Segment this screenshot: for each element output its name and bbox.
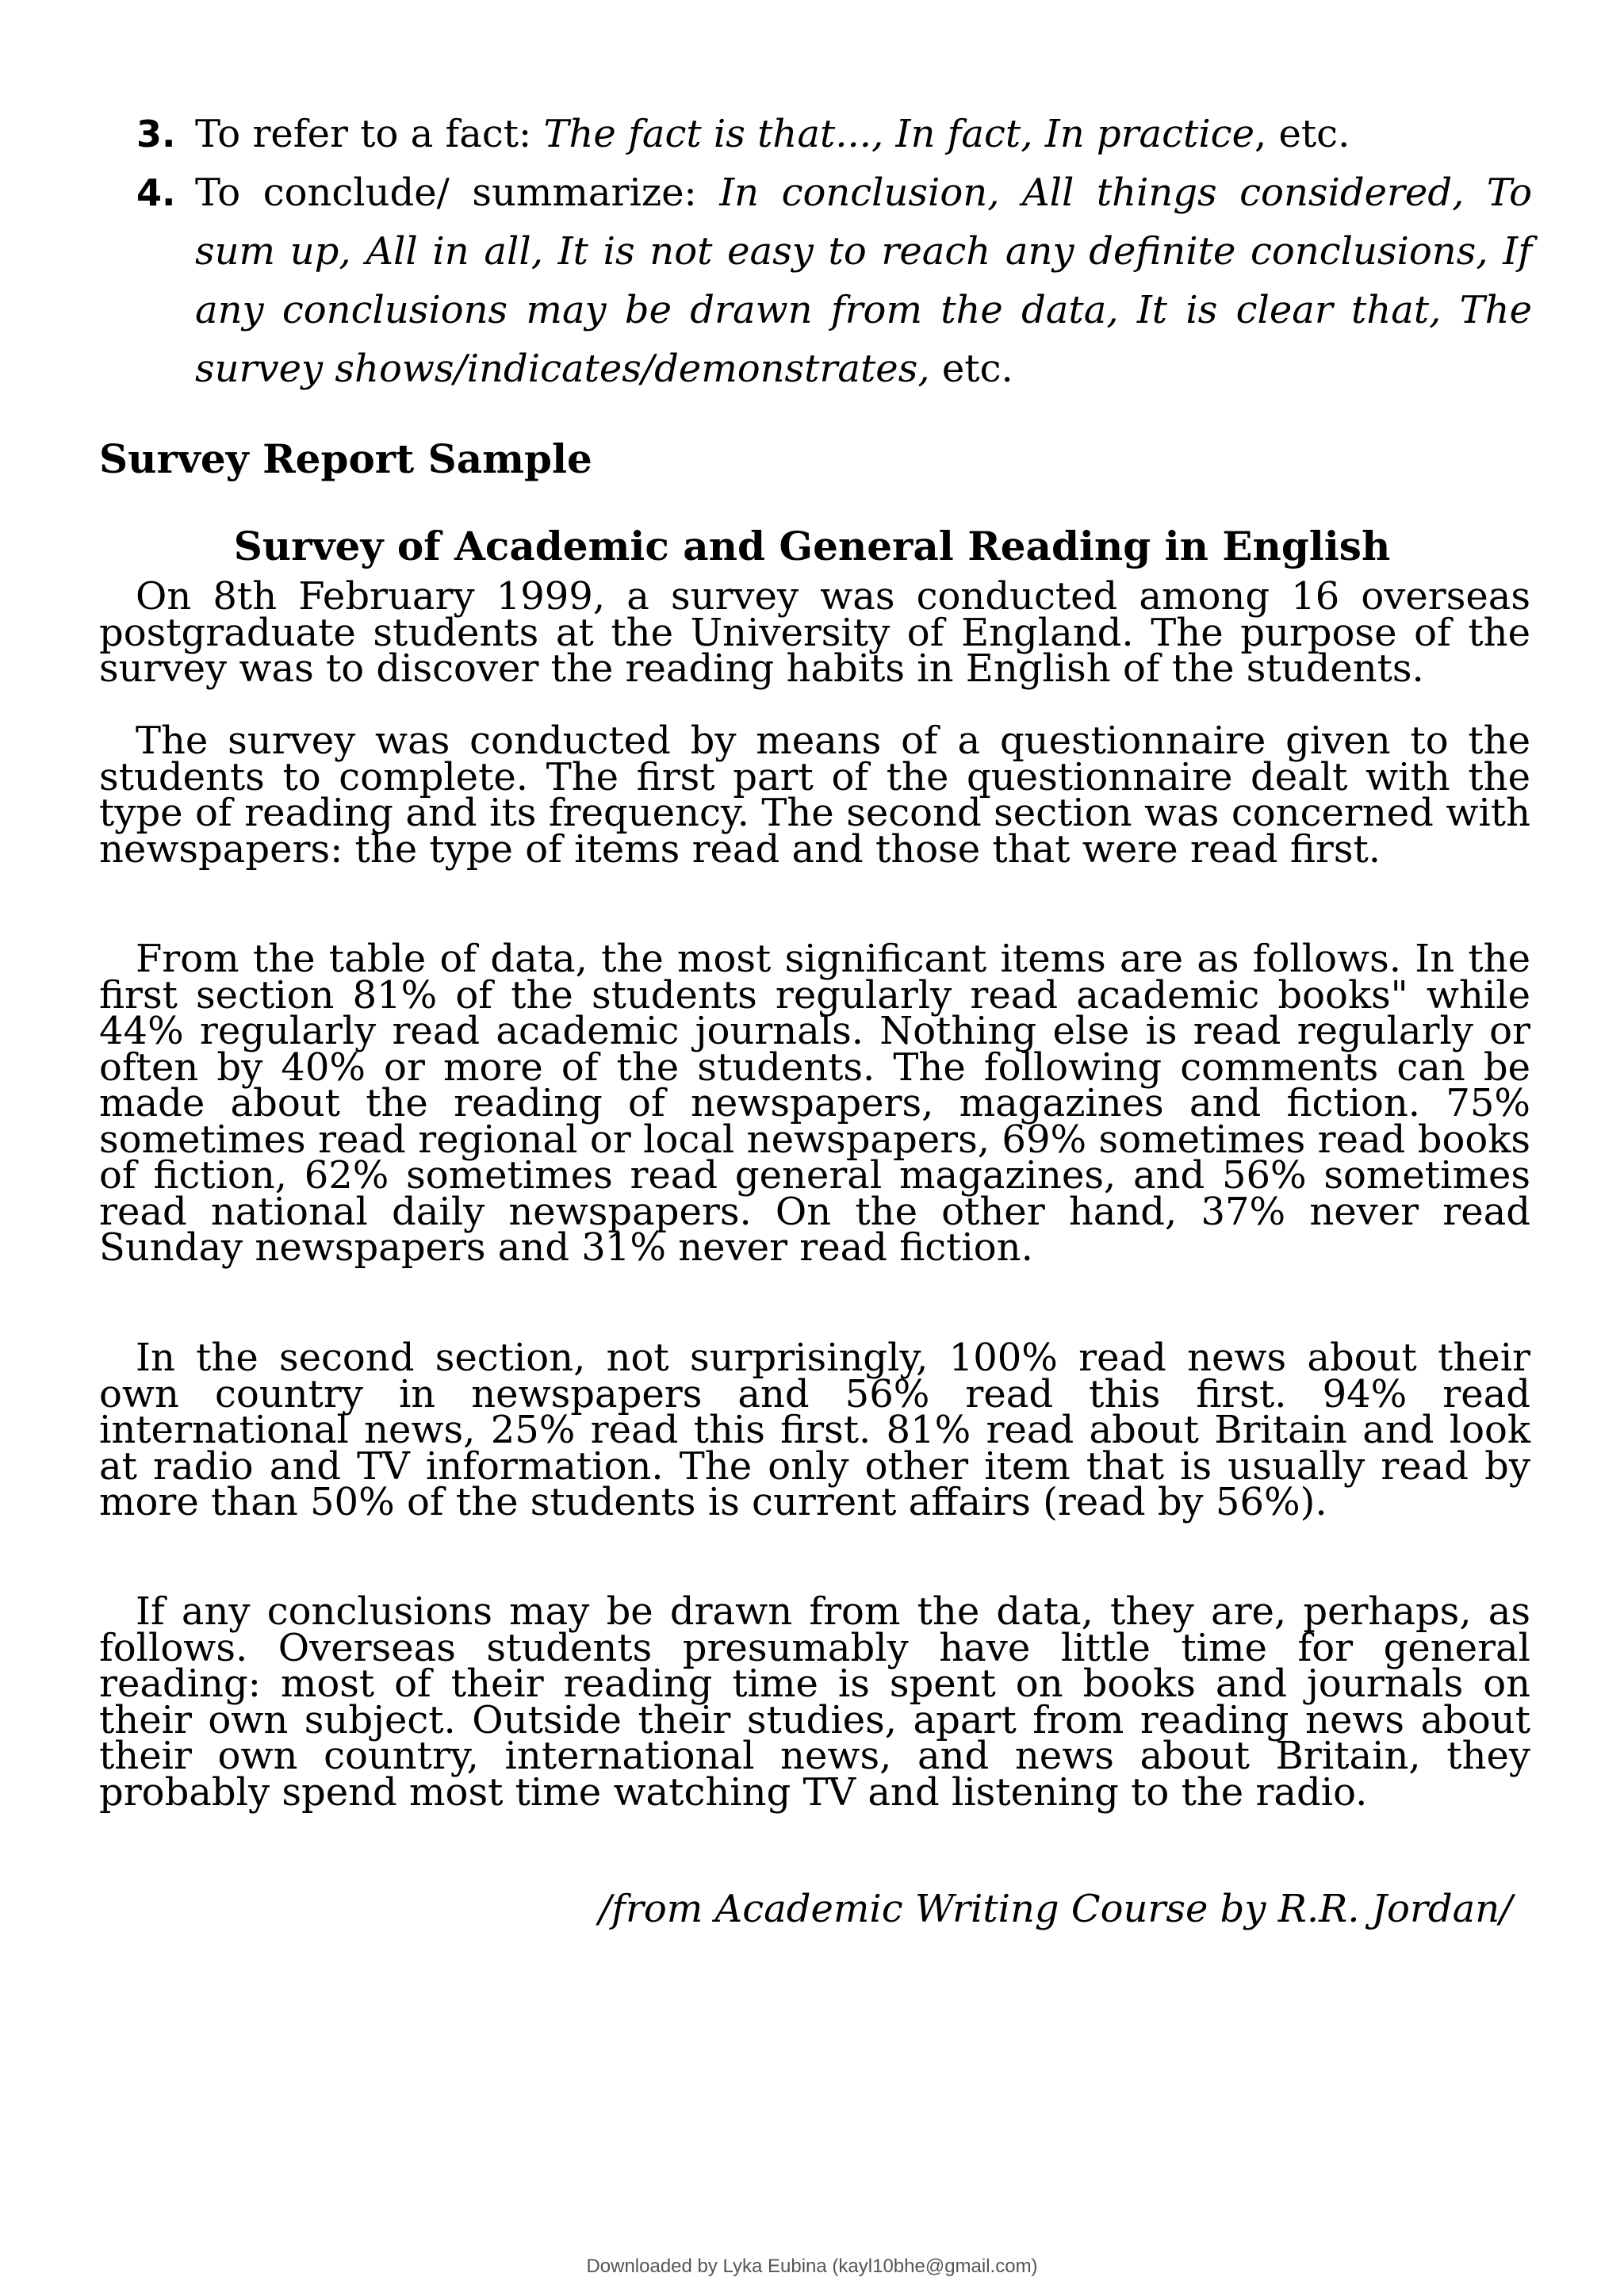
list-item-suffix: , etc. xyxy=(1254,112,1350,156)
list-item-suffix: etc. xyxy=(929,347,1013,391)
list-item-examples: The fact is that..., In fact, In practice xyxy=(543,112,1254,156)
source-attribution: /from Academic Writing Course by R.R. Jordan/ xyxy=(599,1887,1513,1931)
paragraph-text: The survey was conducted by means of a questionnaire given to the students to complete. The first part of the questionnaire dealt with the type of reading and its frequency. The second section was concerned with newspapers: the type of items read and those that were read first. xyxy=(99,719,1530,872)
list-item-prefix: To conclude/ summarize: xyxy=(195,171,720,215)
list-item-prefix: To refer to a fact: xyxy=(195,112,544,156)
body-paragraph xyxy=(99,1336,1530,1524)
body-paragraph xyxy=(99,719,1530,872)
download-footer: Downloaded by Lyka Eubina (kayl10bhe@gmail.com) xyxy=(586,2256,1038,2277)
body-paragraph xyxy=(99,574,1530,691)
list-number: 4. xyxy=(136,171,176,214)
section-heading: Survey Report Sample xyxy=(99,435,592,482)
list-item-refer-to-fact xyxy=(136,105,1532,163)
paragraph-text: On 8th February 1999, a survey was conducted among 16 overseas postgraduate students at the University of England. The purpose of the survey was to discover the reading habits in English of the students. xyxy=(99,574,1530,691)
document-title: Survey of Academic and General Reading in English xyxy=(233,523,1391,569)
body-paragraph xyxy=(99,937,1530,1270)
body-paragraph xyxy=(99,1589,1530,1815)
list-number: 3. xyxy=(136,113,176,155)
phrase-list xyxy=(136,105,1532,398)
paragraph-text: From the table of data, the most significant items are as follows. In the first section 81% of the students regularly read academic books" while 44% regularly read academic journals. Nothing else is read regularly or often by 40% or more of the students. The following comments can be made about the reading of newspapers, magazines and fiction. 75% sometimes read regional or local newspapers, 69% sometimes read books of fiction, 62% sometimes read general magazines, and 56% sometimes read national daily newspapers. On the other hand, 37% never read Sunday newspapers and 31% never read fiction. xyxy=(99,937,1530,1270)
paragraph-text: In the second section, not surprisingly, 100% read news about their own country in newspapers and 56% read this first. 94% read international news, 25% read this first. 81% read about Britain and look at radio and TV information. The only other item that is usually read by more than 50% of the students is current affairs (read by 56%). xyxy=(99,1336,1530,1524)
list-item-examples: In conclusion, All things considered, To sum up, All in all, It is not easy to reach any definite conclusions, If any conclusions may be drawn from the data, It is clear that, The survey shows/indicates/demonstrates, xyxy=(195,171,1533,391)
paragraph-text: If any conclusions may be drawn from the data, they are, perhaps, as follows. Overseas students presumably have little time for general reading: most of their reading time is spent on books and journals on their own subject. Outside their studies, apart from reading news about their own country, international news, and news about Britain, they probably spend most time watching TV and listening to the radio. xyxy=(99,1589,1530,1815)
list-item-conclude xyxy=(136,163,1532,398)
